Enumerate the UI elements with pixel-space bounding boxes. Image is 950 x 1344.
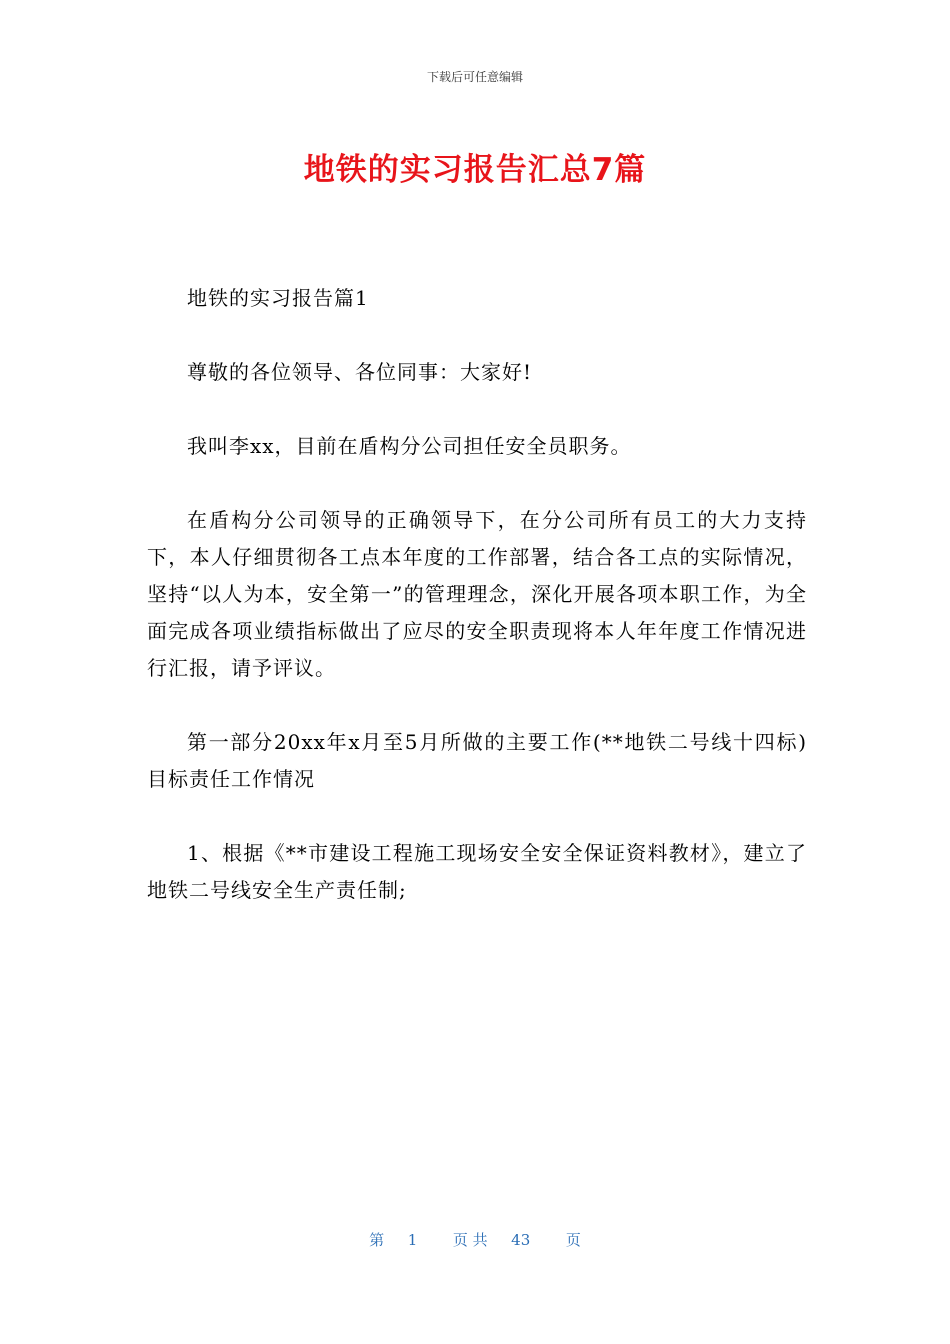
footer-suffix: 页	[565, 1231, 581, 1249]
footer-middle: 页 共	[452, 1231, 488, 1249]
footer-current-page: 1	[407, 1231, 418, 1249]
header-note: 下载后可任意编辑	[426, 70, 523, 84]
footer-prefix: 第	[369, 1231, 385, 1249]
section-heading: 地铁的实习报告篇1	[187, 286, 369, 310]
greeting-paragraph: 尊敬的各位领导、各位同事：大家好!	[187, 360, 533, 384]
intro-paragraph: 我叫李xx，目前在盾构分公司担任安全员职务。	[187, 434, 632, 458]
footer-total-pages: 43	[511, 1231, 531, 1249]
item-one-paragraph: 1、根据《**市建设工程施工现场安全安全保证资料教材》，建立了地铁二号线安全生产责任制;	[147, 841, 807, 902]
page-footer	[0, 1229, 950, 1250]
document-title: 地铁的实习报告汇总7篇	[303, 152, 647, 188]
document-body	[147, 280, 807, 946]
summary-paragraph: 在盾构分公司领导的正确领导下，在分公司所有员工的大力支持下，本人仔细贯彻各工点本年度的工作部署，结合各工点的实际情况，坚持“以人为本，安全第一”的管理理念，深化开展各项本职工作，为全面完成各项业绩指标做出了应尽的安全职责现将本人年年度工作情况进行汇报，请予评议。	[147, 508, 807, 680]
part-one-heading: 第一部分20xx年x月至5月所做的主要工作(**地铁二号线十四标)目标责任工作情况	[147, 730, 807, 791]
